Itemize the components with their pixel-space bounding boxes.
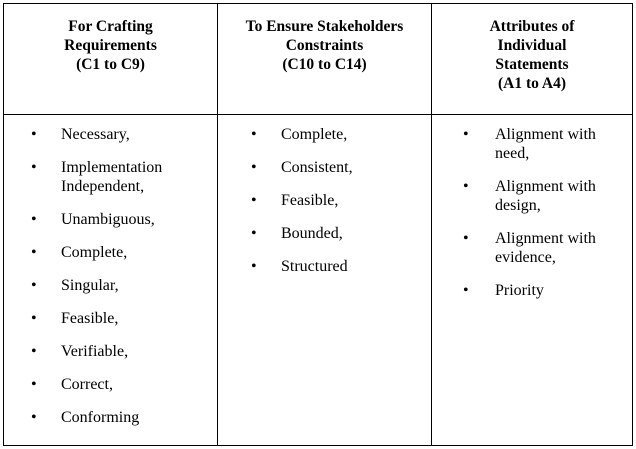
list-item — [4, 210, 217, 229]
header-line: (C1 to C9) — [76, 56, 145, 73]
list-item-text: Priority — [495, 282, 544, 299]
list-item-text: Structured — [281, 258, 348, 275]
bullet-list — [218, 125, 431, 276]
list-item-text: Alignment with need, — [495, 126, 596, 162]
list-item-text: Implementation Independent, — [61, 159, 163, 195]
stakeholder-constraints-cell — [218, 115, 432, 446]
list-item — [218, 158, 431, 177]
list-item-text: Correct, — [61, 376, 113, 393]
list-item — [4, 342, 217, 361]
list-item-text: Alignment with evidence, — [495, 230, 596, 266]
list-item-text: Feasible, — [281, 192, 339, 209]
bullet-icon: • — [463, 178, 469, 195]
list-item — [432, 125, 632, 163]
column-header-stakeholder-constraints — [218, 4, 432, 115]
list-item — [432, 177, 632, 215]
bullet-icon: • — [251, 192, 257, 209]
bullet-icon: • — [251, 159, 257, 176]
bullet-icon: • — [31, 126, 37, 143]
bullet-icon: • — [31, 211, 37, 228]
list-item — [432, 229, 632, 267]
list-item-text: Necessary, — [61, 126, 130, 143]
list-item — [218, 191, 431, 210]
bullet-icon: • — [463, 126, 469, 143]
list-item-text: Verifiable, — [61, 343, 129, 360]
list-item — [218, 257, 431, 276]
requirements-characteristics-table — [3, 3, 633, 446]
list-item-text: Consistent, — [281, 159, 353, 176]
list-item — [218, 224, 431, 243]
list-item-text: Conforming — [61, 409, 140, 426]
table-header-row — [4, 4, 633, 115]
header-line: For Crafting — [68, 18, 153, 35]
header-line: To Ensure Stakeholders — [245, 18, 404, 35]
list-item-text: Alignment with design, — [495, 178, 596, 214]
header-line: Individual — [497, 37, 567, 54]
list-item — [4, 158, 217, 196]
list-item — [218, 125, 431, 144]
bullet-list — [432, 125, 632, 300]
bullet-icon: • — [463, 230, 469, 247]
list-item — [4, 276, 217, 295]
bullet-icon: • — [31, 343, 37, 360]
list-item — [4, 408, 217, 427]
column-header-crafting-requirements — [4, 4, 218, 115]
bullet-icon: • — [31, 244, 37, 261]
list-item — [4, 125, 217, 144]
list-item — [4, 243, 217, 262]
bullet-icon: • — [31, 376, 37, 393]
header-line: (A1 to A4) — [497, 75, 567, 92]
table-body-row — [4, 115, 633, 446]
bullet-list — [4, 125, 217, 427]
list-item-text: Complete, — [61, 244, 128, 261]
list-item — [4, 375, 217, 394]
list-item-text: Bounded, — [281, 225, 343, 242]
bullet-icon: • — [251, 258, 257, 275]
header-line: Statements — [495, 56, 569, 73]
header-line: Constraints — [285, 37, 364, 54]
list-item-text: Singular, — [61, 277, 119, 294]
bullet-icon: • — [31, 277, 37, 294]
list-item-text: Feasible, — [61, 310, 119, 327]
bullet-icon: • — [251, 225, 257, 242]
header-line: (C10 to C14) — [282, 56, 367, 73]
header-line: Attributes of — [489, 18, 575, 35]
list-item-text: Complete, — [281, 126, 348, 143]
crafting-requirements-cell — [4, 115, 218, 446]
column-header-statement-attributes — [432, 4, 633, 115]
bullet-icon: • — [31, 159, 37, 176]
list-item — [432, 281, 632, 300]
list-item-text: Unambiguous, — [61, 211, 155, 228]
header-line: Requirements — [64, 37, 157, 54]
bullet-icon: • — [31, 310, 37, 327]
list-item — [4, 309, 217, 328]
statement-attributes-cell — [432, 115, 633, 446]
bullet-icon: • — [31, 409, 37, 426]
bullet-icon: • — [463, 282, 469, 299]
bullet-icon: • — [251, 126, 257, 143]
